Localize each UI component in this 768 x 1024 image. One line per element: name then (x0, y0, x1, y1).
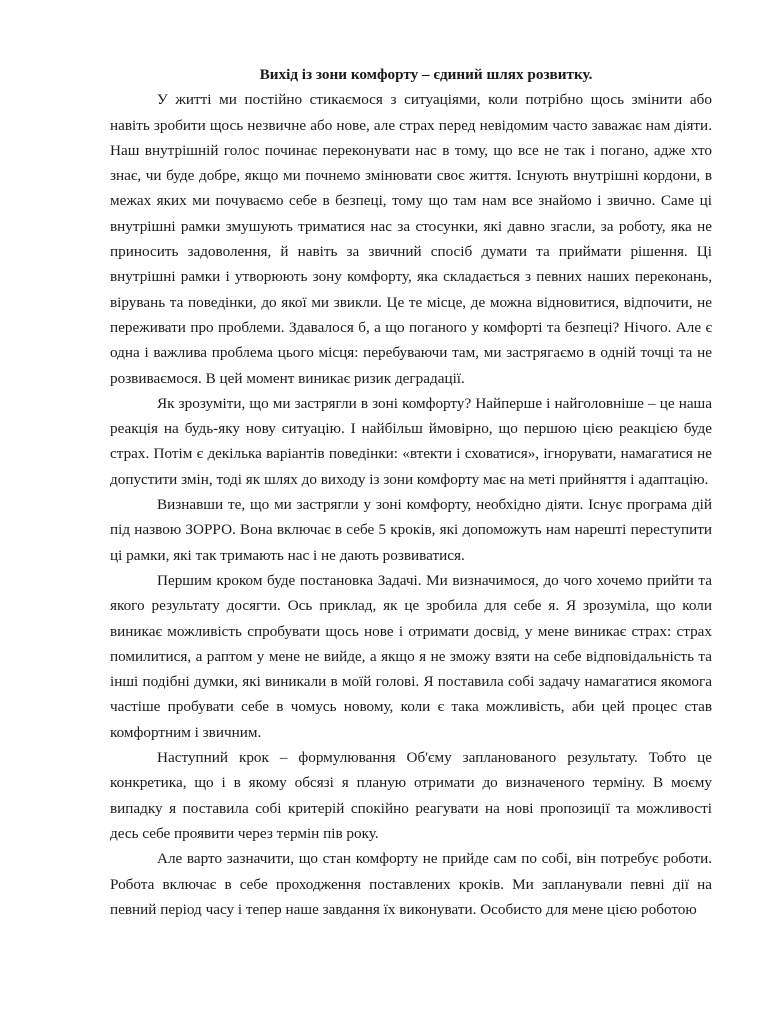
paragraph-zorro: Визнавши те, що ми застрягли у зоні комфорту, необхідно діяти. Існує програма дій під назвою ЗОРРО. Вона включає в себе 5 кроків, які допоможуть нам нарешті переступити ці рамки, які так тримають нас і не дають розвиватися. (110, 496, 712, 564)
document-body (110, 62, 712, 922)
paragraph-step-volume: Наступний крок – формулювання Об'єму запланованого результату. Тобто це конкретика, що і в якому обсязі я планую отримати до визначеного терміну. В моєму випадку я поставила собі критерій спокійно реагувати на нові пропозиції та можливості десь себе проявити через термін пів року. (110, 749, 712, 842)
document-title: Вихід із зони комфорту – єдиний шлях розвитку. (259, 66, 593, 83)
paragraph-step-task: Першим кроком буде постановка Задачі. Ми визначимося, до чого хочемо прийти та якого результату досягти. Ось приклад, як це зробила для себе я. Я зрозуміла, що коли виникає можливість спробувати щось нове і отримати досвід, у мене виникає страх: страх помилитися, а раптом у мене не вийде, а якщо я не зможу взяти на себе відповідальність та інші подібні думки, які виникали в моїй голові. Я поставила собі задачу намагатися якомога частіше пробувати себе в чомусь новому, коли є така можливість, аби цей процес став комфортним і звичним. (110, 571, 712, 741)
paragraph-intro: У житті ми постійно стикаємося з ситуаціями, коли потрібно щось змінити або навіть зробити щось незвичне або нове, але страх перед невідомим часто заважає нам діяти. Наш внутрішній голос починає переконувати нас в тому, що все не так і погано, адже хто знає, чи буде добре, якщо ми почнемо змінювати своє життя. Існують внутрішні кордони, в межах яких ми почуваємо себе в безпеці, тому що там нам все знайомо і звично. Саме ці внутрішні рамки змушують триматися нас за стосунки, які давно згасли, за роботу, яка не приносить задоволення, й навіть за звичний спосіб думати та приймати рішення. Ці внутрішні рамки і утворюють зону комфорту, яка складається з певних наших переконань, вірувань та поведінки, до якої ми звикли. Це те місце, де можна відновитися, відпочити, не переживати про проблеми. Здавалося б, а що поганого у комфорті та безпеці? Нічого. Але є одна і важлива проблема цього місця: перебуваючи там, ми застрягаємо в одній точці та не розвиваємося. В цей момент виникає ризик деградації. (110, 91, 712, 387)
paragraph-recognize: Як зрозуміти, що ми застрягли в зоні комфорту? Найперше і найголовніше – це наша реакція на будь-яку нову ситуацію. І найбільш ймовірно, що першою цією реакцією буде страх. Потім є декілька варіантів поведінки: «втекти і сховатися», ігнорувати, намагатися не допустити змін, тоді як шлях до виходу із зони комфорту має на меті прийняття і адаптацію. (110, 394, 712, 488)
paragraph-work: Але варто зазначити, що стан комфорту не прийде сам по собі, він потребує роботи. Робота включає в себе проходження поставлених кроків. Ми запланували певні дії на певний період часу і тепер наше завдання їх виконувати. Особисто для мене цією роботою (110, 850, 712, 918)
